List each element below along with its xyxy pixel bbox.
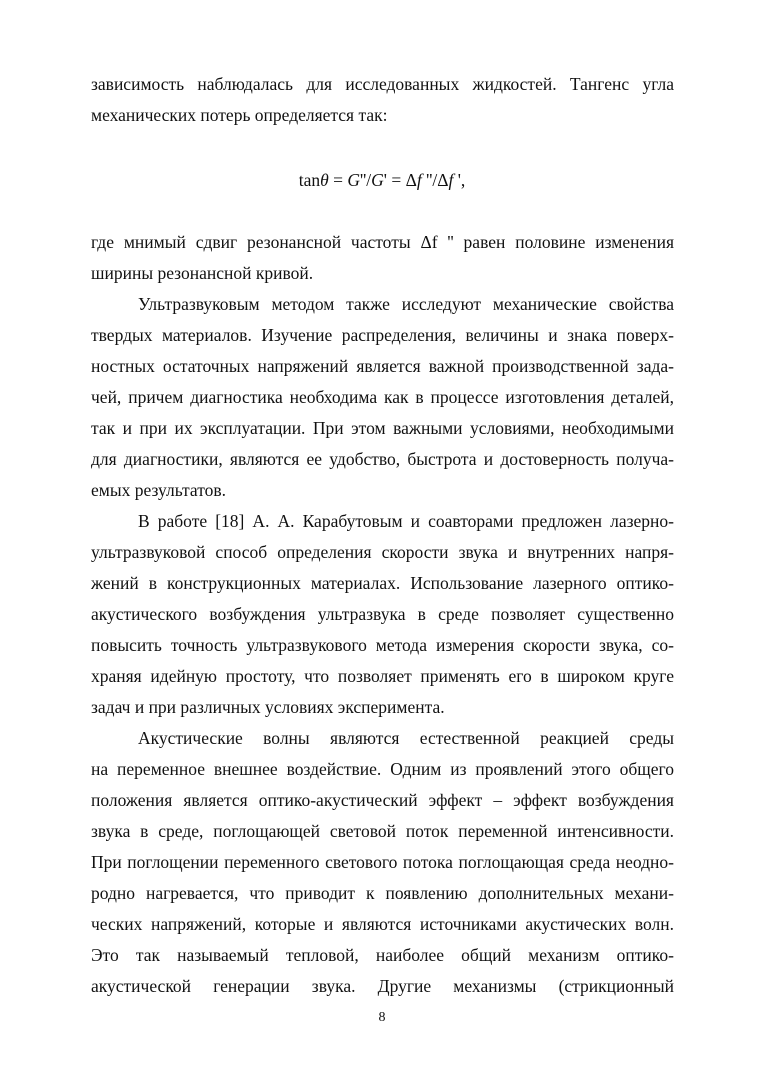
text-line: на переменное внешнее воздействие. Одним из проявлений этого общего: [91, 759, 674, 779]
text-line: звука в среде, поглощающей световой поток переменной интенсивности.: [91, 821, 674, 841]
formula-part: /Δ: [432, 170, 449, 190]
formula-part: '': [421, 170, 433, 190]
paragraph-3: [91, 289, 674, 506]
text-line: положения является оптико-акустический эффект – эффект возбуждения: [91, 790, 674, 810]
text-line: Акустические волны являются естественной реакцией среды: [138, 728, 674, 748]
text-line: ширины резонансной кривой.: [91, 263, 314, 283]
formula-part: =: [328, 170, 348, 190]
text-line: механических потерь определяется так:: [91, 105, 388, 125]
text-line: чей, причем диагностика необходима как в процессе изготовления деталей,: [91, 387, 674, 407]
formula-part: ': [383, 170, 387, 190]
text-line: зависимость наблюдалась для исследованных жидкостей. Тангенс угла: [91, 74, 674, 94]
formula-tan-theta: [0, 165, 764, 196]
page-number: 8: [378, 1010, 386, 1025]
formula-part: tan: [298, 170, 321, 190]
formula-part: = Δ: [386, 170, 417, 190]
text-line: твердых материалов. Изучение распределения, величины и знака поверх-: [91, 325, 674, 345]
formula-part: G: [371, 170, 384, 190]
text-line: Ультразвуковым методом также исследуют механические свойства: [138, 294, 674, 314]
paragraph-1: [91, 69, 674, 131]
paragraph-4: [91, 506, 674, 723]
formula-part: f: [416, 170, 422, 190]
text-line: где мнимый сдвиг резонансной частоты Δf '' равен половине изменения: [91, 232, 674, 252]
text-line: задач и при различных условиях эксперимента.: [91, 697, 445, 717]
paragraph-2: [91, 227, 674, 289]
text-line: ческих напряжений, которые и являются источниками акустических волн.: [91, 914, 674, 934]
formula-part: θ: [320, 170, 329, 190]
text-line: В работе [18] А. А. Карабутовым и соавторами предложен лазерно-: [138, 511, 674, 531]
text-line: Это так называемый тепловой, наиболее общий механизм оптико-: [91, 945, 674, 965]
text-line: родно нагревается, что приводит к появлению дополнительных механи-: [91, 883, 674, 903]
text-line: ностных остаточных напряжений является важной производственной зада-: [91, 356, 674, 376]
text-line: При поглощении переменного светового потока поглощающая среда неодно-: [91, 852, 674, 872]
text-line: акустического возбуждения ультразвука в среде позволяет существенно: [91, 604, 674, 624]
text-line: для диагностики, являются ее удобство, быстрота и достоверность получа-: [91, 449, 674, 469]
text-line: так и при их эксплуатации. При этом важными условиями, необходимыми: [91, 418, 674, 438]
text-line: жений в конструкционных материалах. Использование лазерного оптико-: [91, 573, 674, 593]
paragraph-5: [91, 723, 674, 1002]
text-line: повысить точность ультразвукового метода измерения скорости звука, со-: [91, 635, 674, 655]
formula-part: ',: [453, 170, 466, 190]
formula-part: '': [359, 170, 367, 190]
text-line: ультразвуковой способ определения скорости звука и внутренних напря-: [91, 542, 674, 562]
formula-part: G: [347, 170, 360, 190]
text-line: акустической генерации звука. Другие механизмы (стрикционный: [91, 976, 674, 996]
formula-part: f: [448, 170, 454, 190]
formula-part: /: [366, 170, 372, 190]
text-line: храняя идейную простоту, что позволяет применять его в широком круге: [91, 666, 674, 686]
text-line: емых результатов.: [91, 480, 227, 500]
